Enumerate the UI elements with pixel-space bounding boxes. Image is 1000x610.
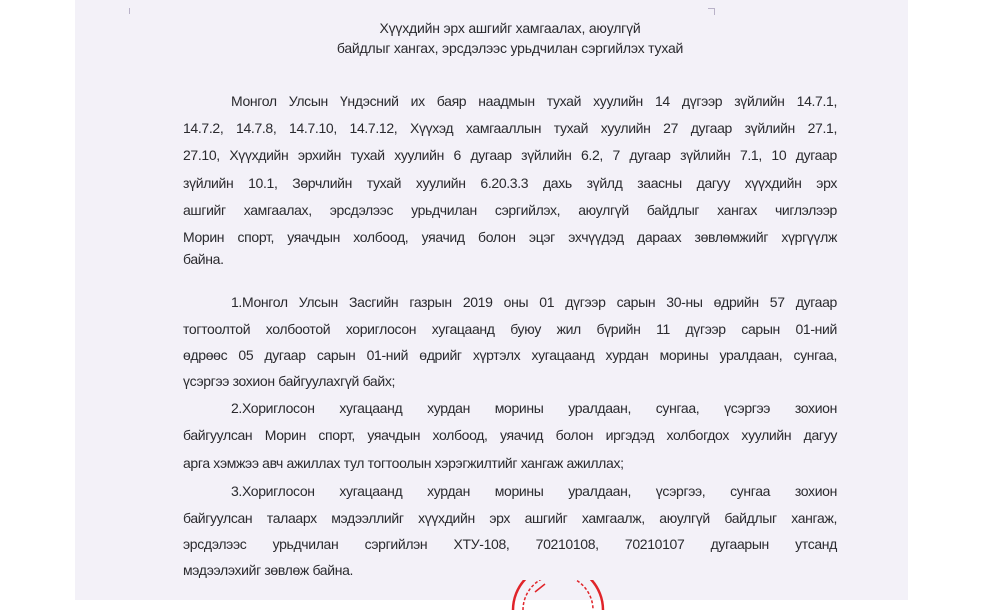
text-line: байгуулсан талаарх мэдээллийг хүүхдийн эрх ашгийг хамгаалж, аюулгүй байдлыг хангаж, (183, 510, 837, 526)
document-title-line-1: Хүүхдийн эрх ашгийг хамгаалах, аюулгүй (379, 20, 641, 36)
text-line: 1.Монгол Улсын Засгийн газрын 2019 оны 01 дүгээр сарын 30-ны өдрийн 57 дугаар (231, 294, 837, 310)
text-line: байгуулсан Морин спорт, уяачдын холбоод, уяачид болон иргэдэд холбогдох хуулийн дагуу (183, 427, 837, 443)
text-line: байна. (183, 251, 224, 267)
corner-mark-left (129, 8, 136, 14)
text-line: тогтоолтой холбоотой хориглосон хугацаанд буюу жил бүрийн 11 дүгээр сарын 01-ний (183, 321, 837, 337)
official-stamp (505, 580, 615, 610)
text-line: 27.10, Хүүхдийн эрхийн тухай хуулийн 6 дугаар зүйлийн 6.2, 7 дугаар зүйлийн 7.1, 10 дугаар (183, 147, 837, 163)
text-line: үсэргээ зохион байгуулахгүй байх; (183, 373, 396, 389)
text-line: 3.Хориглосон хугацаанд хурдан морины уралдаан, үсэргээ, сунгаа зохион (231, 483, 837, 499)
corner-mark-right (708, 8, 715, 15)
text-line: ашгийг хамгаалах, эрсдэлээс урьдчилан сэргийлэх, аюулгүй байдлыг хангах чиглэлээр (183, 202, 837, 218)
text-line: арга хэмжээ авч ажиллах тул тогтоолын хэрэгжилтийг хангаж ажиллах; (183, 455, 624, 471)
document-page (75, 0, 908, 600)
text-line: 2.Хориглосон хугацаанд хурдан морины уралдаан, сунгаа, үсэргээ зохион (231, 400, 837, 416)
text-line: зүйлийн 10.1, Зөрчлийн тухай хуулийн 6.20.3.3 дахь зүйлд заасны дагуу хүүхдийн эрх (183, 175, 837, 191)
text-line: өдрөөс 05 дугаар сарын 01-ний өдрийг хүртэлх хугацаанд хурдан морины уралдаан, сунгаа, (183, 347, 837, 363)
document-title-line-2: байдлыг хангах, эрсдэлээс урьдчилан сэргийлэх тухай (336, 40, 684, 56)
text-line: мэдээлэхийг зөвлөж байна. (183, 562, 354, 578)
text-line: Морин спорт, уяачдын холбоод, уяачид болон эцэг эхчүүдэд дараах зөвлөмжийг хүргүүлж (183, 229, 837, 245)
text-line: эрсдэлээс урьдчилан сэргийлэн ХТУ-108, 70210108, 70210107 дугаарын утсанд (183, 536, 837, 552)
text-line: Монгол Улсын Үндэсний их баяр наадмын тухай хуулийн 14 дүгээр зүйлийн 14.7.1, (231, 93, 837, 109)
text-line: 14.7.2, 14.7.8, 14.7.10, 14.7.12, Хүүхэд хамгааллын тухай хуулийн 27 дугаар зүйлийн 27.1, (183, 120, 837, 136)
